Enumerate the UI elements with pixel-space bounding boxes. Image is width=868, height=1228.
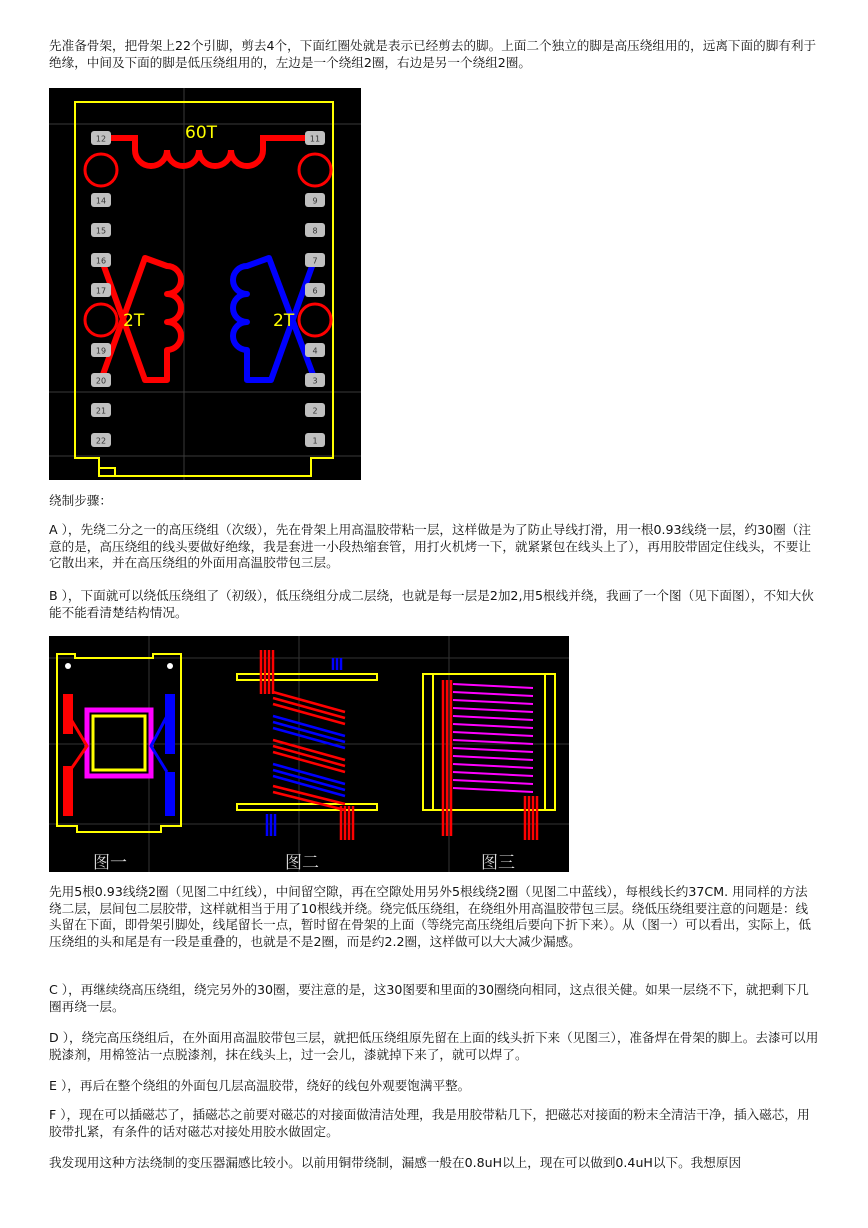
left-pin-number: 14 xyxy=(95,196,107,206)
left-pin-number: 17 xyxy=(95,286,107,296)
view-two-side xyxy=(237,650,377,840)
left-pin-number: 21 xyxy=(95,406,107,416)
right-winding-label: 2T xyxy=(273,311,295,331)
left-pin-number: 12 xyxy=(95,134,107,144)
step-c-paragraph: C ），再继续绕高压绕组，绕完另外的30圈，要注意的是，这30图要和里面的30圈绕向相同，这点很关健。如果一层绕不下，就把剩下几圈再绕一层。 xyxy=(49,982,809,1014)
step-f-paragraph: F ），现在可以插磁芯了，插磁芯之前要对磁芯的对接面做清洁处理，我是用胶带粘几下，把磁芯对接面的粉末全清洁干净，插入磁芯，用胶带扎紧，有条件的话对磁芯对接处用胶水做固定。 xyxy=(49,1107,810,1139)
right-pin-number: 11 xyxy=(309,134,321,144)
right-pin-column xyxy=(305,131,325,447)
right-pin-number: 4 xyxy=(312,346,318,356)
view-one-top xyxy=(57,654,181,832)
figure-caption-2: 图二 xyxy=(285,853,319,872)
figure-caption-1: 图一 xyxy=(93,853,127,872)
right-pin-number: 9 xyxy=(312,196,318,206)
view-three-side xyxy=(423,674,555,840)
step-e-paragraph: E ），再后在整个绕组的外面包几层高温胶带，绕好的线包外观要饱满平整。 xyxy=(49,1078,471,1093)
step-b-detail-paragraph: 先用5根0.93线绕2圈（见图二中红线），中间留空隙，再在空隙处用另外5根线绕2圈（见图二中蓝线），每根线长约37CM. 用同样的方法绕二层，层间包二层胶带，这样就相当于用了10根线并绕。绕完低压绕组，在绕组外用高温胶带包三层。绕低压绕组要注意的问题是：线头留在下面，即骨架引脚处，线尾留长一点，暂时留在骨架的上面（等绕完高压绕组后要向下折下来）。从（图一）可以看出，实际上，低压绕组的头和尾是有一段是重叠的，也就是不是2圈，而是约2.2圈，这样做可以大大减少漏感。 xyxy=(49,884,811,949)
bobbin-pinout-diagram xyxy=(49,88,361,480)
right-pin-number: 1 xyxy=(312,436,318,446)
step-b-paragraph: B ），下面就可以绕低压绕组了（初级），低压绕组分成二层绕，也就是每一层是2加2,用5根线并绕，我画了一个图（见下面图），不知大伙能不能看清楚结构情况。 xyxy=(49,588,814,620)
left-pin-number: 19 xyxy=(95,346,107,356)
bobbin-pinout-figure xyxy=(49,88,361,480)
left-pin-number: 22 xyxy=(95,436,107,446)
step-d-paragraph: D ），绕完高压绕组后，在外面用高温胶带包三层，就把低压绕组原先留在上面的线头折下来（见图三），准备焊在骨架的脚上。去漆可以用脱漆剂，用棉签沾一点脱漆剂，抹在线头上，过一会儿，漆就掉下来了，就可以焊了。 xyxy=(49,1030,819,1062)
left-pin-number: 15 xyxy=(95,226,107,236)
right-pin-number: 3 xyxy=(312,376,318,386)
left-pin-number: 20 xyxy=(95,376,107,386)
intro-paragraph: 先准备骨架，把骨架上22个引脚，剪去4个，下面红圈处就是表示已经剪去的脚。上面二个独立的脚是高压绕组用的，远离下面的脚有利于绝缘，中间及下面的脚是低压绕组用的，左边是一个绕组2圈，右边是另一个绕组2圈。 xyxy=(49,38,817,70)
right-pin-number: 7 xyxy=(312,256,318,266)
right-pin-number: 6 xyxy=(312,286,318,296)
left-winding-label: 2T xyxy=(123,311,145,331)
winding-structure-diagram xyxy=(49,636,569,872)
right-pin-number: 8 xyxy=(312,226,318,236)
figure-caption-3: 图三 xyxy=(481,853,515,872)
left-pin-number: 16 xyxy=(95,256,107,266)
winding-structure-figure xyxy=(49,636,569,872)
left-pin-column xyxy=(91,131,111,447)
step-a-paragraph: A ），先绕二分之一的高压绕组（次级），先在骨架上用高温胶带粘一层，这样做是为了防止导线打滑，用一根0.93线绕一层，约30圈（注意的是，高压绕组的线头要做好绝缘，我是套进一小段热缩套管，用打火机烤一下，就紧紧包在线头上了），再用胶带固定住线头，不要让它散出来，并在高压绕组的外面用高温胶带包三层。 xyxy=(49,522,811,570)
hv-winding-label: 60T xyxy=(185,123,218,143)
closing-paragraph: 我发现用这种方法绕制的变压器漏感比较小。以前用铜带绕制，漏感一般在0.8uH以上，现在可以做到0.4uH以下。我想原因 xyxy=(49,1155,742,1170)
right-pin-number: 2 xyxy=(312,406,318,416)
steps-heading: 绕制步骤： xyxy=(49,493,112,508)
